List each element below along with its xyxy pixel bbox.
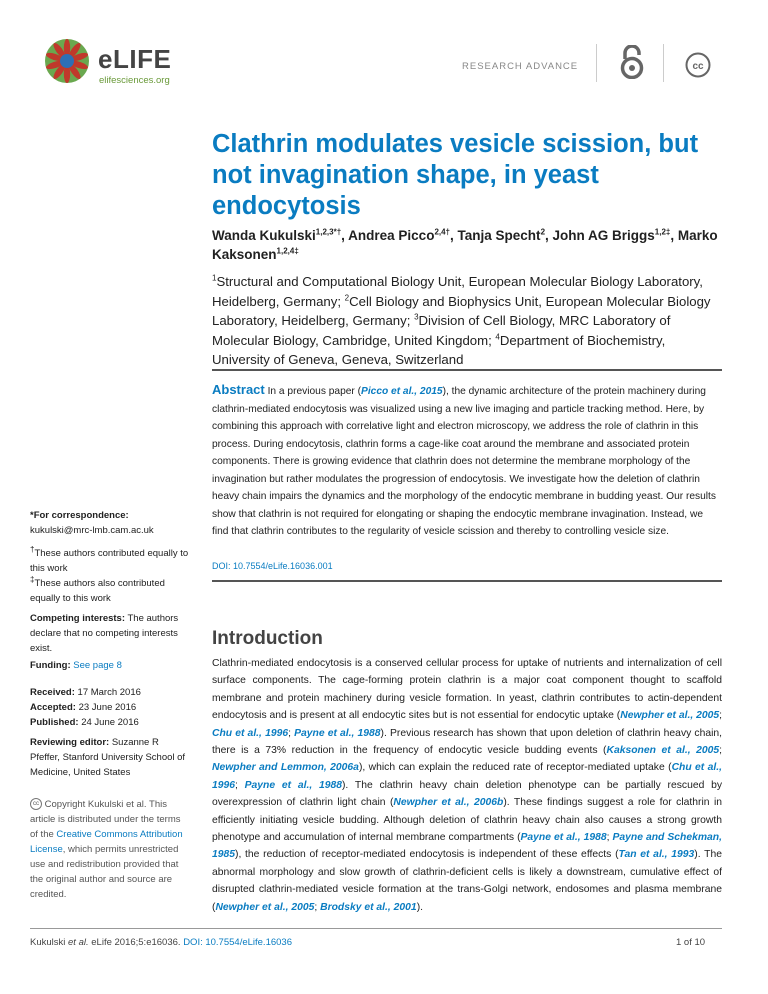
intro-text: ), the reduction of receptor-mediated endocytosis is independent of these effects ( xyxy=(235,849,619,861)
intro-text: ; xyxy=(719,710,722,722)
citation-link[interactable]: Newpher et al., 2006b xyxy=(393,797,504,809)
author-list: Wanda Kukulski$^{1,2,3*\dagger}$, Andrea Picco$^{2,4\dagger}$, Tanja Specht$^2$, John AG Briggs$^{1,2\ddagger}$, Marko Kaksonen$^{1,2,4\ddagger}$ xyxy=(212,227,718,262)
citation-link[interactable]: Payne et al., 1988 xyxy=(244,779,342,791)
reviewing-editor: Reviewing editor: Suzanne R Pfeffer, Stanford University School of Medicine, United States xyxy=(30,737,186,778)
brand-name: eLIFE xyxy=(98,44,172,74)
funding-link[interactable]: See page 8 xyxy=(73,660,122,671)
abstract-text-pre: In a previous paper ( xyxy=(264,386,362,397)
citation-link[interactable]: Payne and Schekman, 1985 xyxy=(212,832,722,861)
open-access-lock-icon xyxy=(620,45,644,79)
footer-rule xyxy=(30,928,722,929)
author-name: Marko Kaksonen xyxy=(212,228,718,262)
intro-text: ). xyxy=(416,901,424,913)
author-contributions: †These authors contributed equally to this work ‡These authors also contributed equally to this work xyxy=(30,544,189,604)
abstract-top-rule xyxy=(212,369,722,371)
author-name: Tanja Specht xyxy=(457,228,541,243)
intro-text: ; xyxy=(719,745,723,757)
affiliation-text: Structural and Computational Biology Unit, European Molecular Biology Laboratory, Heidelberg, Germany; xyxy=(212,274,703,309)
abstract-bottom-rule xyxy=(212,580,722,582)
header-divider xyxy=(596,44,597,82)
intro-text: ; xyxy=(235,779,245,791)
abstract-doi-link[interactable]: DOI: 10.7554/eLife.16036.001 xyxy=(212,561,333,571)
elife-logo-icon xyxy=(44,38,90,84)
intro-text: ; xyxy=(314,901,321,913)
introduction-heading: Introduction xyxy=(212,628,323,649)
svg-text:cc: cc xyxy=(692,61,704,72)
brand-url-link[interactable]: elifesciences.org xyxy=(99,75,170,86)
author-superscript: 1,2,4‡ xyxy=(276,246,299,256)
intro-text: ; xyxy=(606,832,613,844)
intro-text: ; xyxy=(288,727,295,739)
intro-text: ). These findings suggest a role for clathrin in efficiently initiating vesicle budding. Although deletion of clathrin heavy chain also causes a strong growth phenotype and accumulation of internal membrane compartments ( xyxy=(212,797,722,844)
citation-link[interactable]: Newpher et al., 2005 xyxy=(620,710,720,722)
affiliation-text: Department of Biochemistry, University of Geneva, Geneva, Switzerland xyxy=(212,332,666,367)
abstract-text-post: ), the dynamic architecture of the protein machinery during clathrin-mediated endocytosis was visualized using a new live imaging and particle tracking method. Here, by combining this approach with correlative light and electron microscopy, we address the role of clathrin in this process. During endocytosis, clathrin forms a cage-like coat around the membrane and associated protein components. There is growing evidence that clathrin does not determine the membrane morphology of the invagination but rather modulates the progression of endocytosis. We investigate how the deletion of clathrin heavy chain impairs the dynamics and the morphology of the endocytic membrane in budding yeast. Our results show that clathrin is not required for elongating or shaping the endocytic membrane invagination. Instead, we find that clathrin contributes to the regularity of vesicle scission and thereby to controlling vesicle size. xyxy=(212,386,716,537)
citation-link[interactable]: Chu et al., 1996 xyxy=(212,727,289,739)
competing-interests: Competing interests: The authors declare that no competing interests exist. xyxy=(30,613,179,654)
citation-link[interactable]: Kaksonen et al., 2005 xyxy=(606,745,720,757)
footer-doi-link[interactable]: DOI: 10.7554/eLife.16036 xyxy=(183,937,292,948)
article-title: Clathrin modulates vesicle scission, but not invagination shape, in yeast endocytosis xyxy=(212,130,699,220)
author-superscript: 1,2‡ xyxy=(654,227,671,237)
intro-text: Clathrin-mediated endocytosis is a conserved cellular process for uptake of nutrients and internalization of cell surface components. The cage-forming protein clathrin is a major coat component thought to scaffold membrane and protein machinery during vesicle formation. In yeast, clathrin contributes to actin-dependent endocytosis and is present at all endocytic sites but is not essential for endocytic uptake ( xyxy=(212,658,722,722)
affiliation-superscript: 2 xyxy=(344,293,350,303)
author-superscript: 1,2,3*† xyxy=(315,227,342,237)
author-superscript: 2 xyxy=(540,227,546,237)
affiliations xyxy=(212,272,712,370)
citation-link[interactable]: Payne et al., 1988 xyxy=(294,727,381,739)
creative-commons-icon xyxy=(685,52,711,78)
affiliation-text: Division of Cell Biology, MRC Laboratory of Molecular Biology, Cambridge, United Kingdom; xyxy=(212,313,671,348)
citation-link[interactable]: Tan et al., 1993 xyxy=(618,849,695,861)
intro-text: ). The clathrin heavy chain deletion phenotype can be partially rescued by overexpression of clathrin light chain ( xyxy=(212,779,723,809)
intro-text: ). Previous research has shown that upon deletion of clathrin heavy chain, there is a 73% reduction in the frequency of endocytic vesicle budding events ( xyxy=(212,727,723,757)
publication-dates: Received: 17 March 2016 Accepted: 23 June 2016 Published: 24 June 2016 xyxy=(30,687,141,728)
intro-text: ). The abnormal morphology and slow growth of clathrin-deficient cells is likely a downstream, cumulative effect of disrupted clathrin-mediated vesicle formation at the trans-Golgi network, endosomes and plasma membrane ( xyxy=(212,849,722,913)
correspondence: *For correspondence: kukulski@mrc-lmb.cam.ac.uk xyxy=(30,510,154,536)
author-superscript: 2,4† xyxy=(434,227,451,237)
citation-link[interactable]: Newpher et al., 2005 xyxy=(215,901,315,913)
article-type-label: RESEARCH ADVANCE xyxy=(462,61,579,72)
citation-link[interactable]: Chu et al., 1996 xyxy=(212,762,722,791)
citation-link[interactable]: Brodsky et al., 2001 xyxy=(320,901,417,913)
affiliation-superscript: 3 xyxy=(414,312,419,322)
citation-link[interactable]: Payne et al., 1988 xyxy=(520,832,607,844)
funding: Funding: See page 8 xyxy=(30,660,122,671)
page-number: 1 of 10 xyxy=(676,937,706,948)
introduction-body xyxy=(212,655,722,916)
affiliation-superscript: 4 xyxy=(495,332,500,342)
cc-license-link[interactable]: Creative Commons Attribution License xyxy=(30,829,183,855)
footer-citation: Kukulski et al. eLife 2016;5:e16036. DOI: 10.7554/eLife.16036 xyxy=(30,937,292,948)
abstract xyxy=(212,381,717,541)
affiliation-superscript: 1 xyxy=(212,273,217,283)
header-divider xyxy=(663,44,664,82)
cc-small-icon: cc xyxy=(30,798,42,810)
copyright-notice: cc Copyright Kukulski et al. This article is distributed under the terms of the Creative Commons Attribution License, which permits unrestricted use and redistribution provided that the original author and source are credited. xyxy=(30,799,183,900)
citation-link[interactable]: Newpher and Lemmon, 2006a xyxy=(212,762,359,774)
intro-text: ), which can explain the reduced rate of receptor-mediated uptake ( xyxy=(358,762,672,774)
abstract-citation-link[interactable]: Picco et al., 2015 xyxy=(361,386,443,397)
correspondence-email[interactable]: kukulski@mrc-lmb.cam.ac.uk xyxy=(30,525,154,536)
author-name: John AG Briggs xyxy=(552,228,655,243)
affiliation-text: Cell Biology and Biophysics Unit, European Molecular Biology Laboratory, Heidelberg, Germany; xyxy=(212,293,711,328)
author-name: Wanda Kukulski xyxy=(212,228,316,243)
abstract-heading: Abstract xyxy=(212,382,265,397)
author-name: Andrea Picco xyxy=(348,228,435,243)
